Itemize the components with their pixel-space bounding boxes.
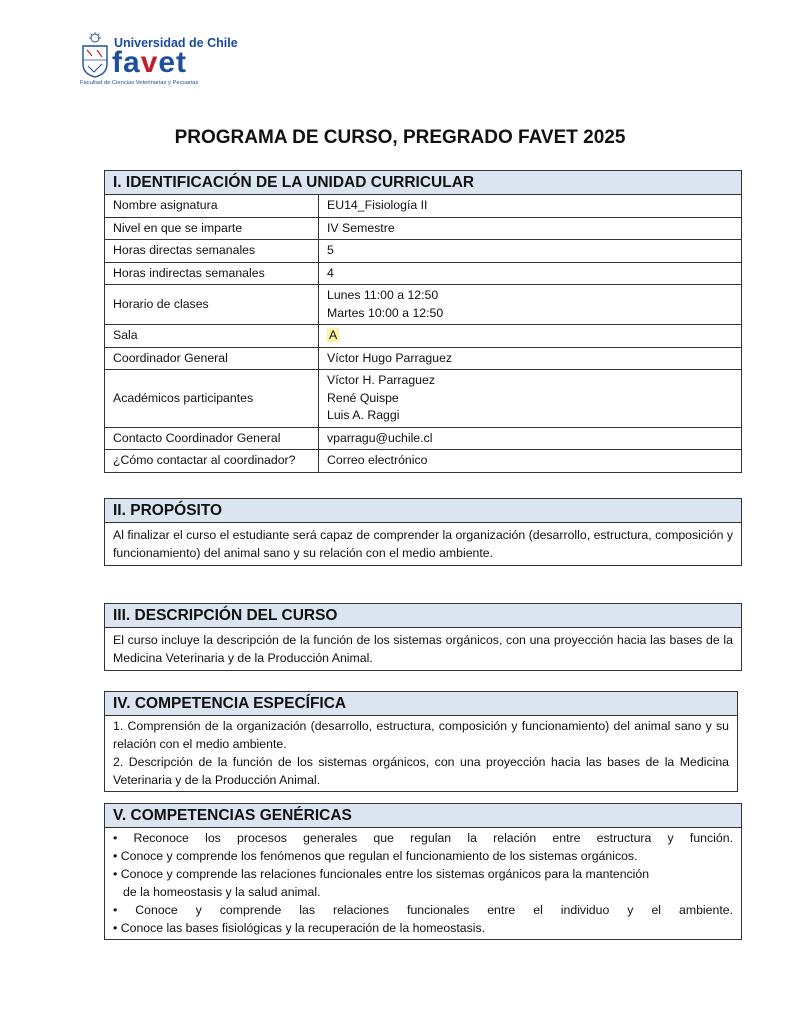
section-heading: II. PROPÓSITO [105,499,741,523]
list-item: • Reconoce los procesos generales que regulan la relación entre estructura y función. [113,831,733,845]
favet-logo [78,30,238,92]
row-value: IV Semestre [319,217,742,240]
schedule-line: Martes 10:00 a 12:50 [327,305,444,320]
logo-university-name: Universidad de Chile [114,36,238,50]
list-item: • Conoce las bases fisiológicas y la recuperación de la homeostasis. [113,921,486,935]
logo-brand: favet [112,46,188,79]
list-item: • Conoce y comprende los fenómenos que regulan el funcionamiento de los sistemas orgánicos. [113,849,638,863]
section-text [105,828,741,939]
identification-table [105,194,741,472]
row-label: Nivel en que se imparte [105,217,319,240]
table-row [105,262,741,285]
academic-name: René Quispe [327,390,399,405]
table-row [105,450,741,472]
section-heading: I. IDENTIFICACIÓN DE LA UNIDAD CURRICULAR [105,171,741,194]
academic-name: Luis A. Raggi [327,408,400,422]
row-label: Nombre asignatura [105,195,319,218]
table-row [105,285,741,325]
table-row [105,240,741,263]
row-label: Horas indirectas semanales [105,262,319,285]
section-text: El curso incluye la descripción de la función de los sistemas orgánicos, con una proyección hacia las bases de la Medicina Veterinaria y de la Producción Animal. [113,633,733,665]
section-heading: III. DESCRIPCIÓN DEL CURSO [105,604,741,628]
row-label: Sala [105,325,319,348]
list-item: 1. Comprensión de la organización (desarrollo, estructura, composición y funcionamiento) del animal sano y su relación con el medio ambiente. [113,719,729,751]
row-value: 4 [319,262,742,285]
room-value: A [329,328,338,342]
list-item: • Conoce y comprende las relaciones funcionales entre el individuo y el ambiente. [113,903,733,917]
row-label: Horario de clases [105,285,319,325]
row-label: Contacto Coordinador General [105,427,319,450]
schedule-line: Lunes 11:00 a 12:50 [327,288,439,302]
university-seal-icon [80,32,110,78]
row-value: 5 [319,240,742,263]
section-identificacion [104,170,742,473]
section-heading: V. COMPETENCIAS GENÉRICAS [105,804,741,828]
row-value: Víctor Hugo Parraguez [319,347,742,370]
section-competencia-especifica [104,691,738,792]
list-item: • Conoce y comprende las relaciones funcionales entre los sistemas orgánicos para la mantención [113,867,650,881]
list-item: de la homeostasis y la salud animal. [123,885,321,899]
section-text [105,716,737,791]
table-row [105,325,741,348]
academic-name: Víctor H. Parraguez [327,373,435,387]
row-value: vparragu@uchile.cl [319,427,742,450]
row-value [319,325,742,348]
section-descripcion [104,603,742,671]
logo-subtitle: Facultad de Ciencias Veterinarias y Pecuarias [80,80,199,86]
row-value: EU14_Fisiología II [319,195,742,218]
row-value [319,285,742,325]
row-value: Correo electrónico [319,450,742,472]
section-proposito [104,498,742,566]
row-label: Académicos participantes [105,370,319,428]
row-label: Coordinador General [105,347,319,370]
table-row [105,347,741,370]
table-row [105,427,741,450]
row-label: Horas directas semanales [105,240,319,263]
section-heading: IV. COMPETENCIA ESPECÍFICA [105,692,737,716]
table-row [105,217,741,240]
page-title: PROGRAMA DE CURSO, PREGRADO FAVET 2025 [174,127,626,148]
row-value [319,370,742,428]
list-item: 2. Descripción de la función de los sistemas orgánicos, con una proyección hacia las bases de la Medicina Veterinaria y de la Producción Animal. [113,755,729,787]
section-text: Al finalizar el curso el estudiante será capaz de comprender la organización (desarrollo, estructura, composición y funcionamiento) del animal sano y su relación con el medio ambiente. [113,528,733,560]
row-label: ¿Cómo contactar al coordinador? [105,450,319,472]
table-row [105,370,741,428]
section-competencias-genericas [104,803,742,940]
table-row [105,195,741,218]
